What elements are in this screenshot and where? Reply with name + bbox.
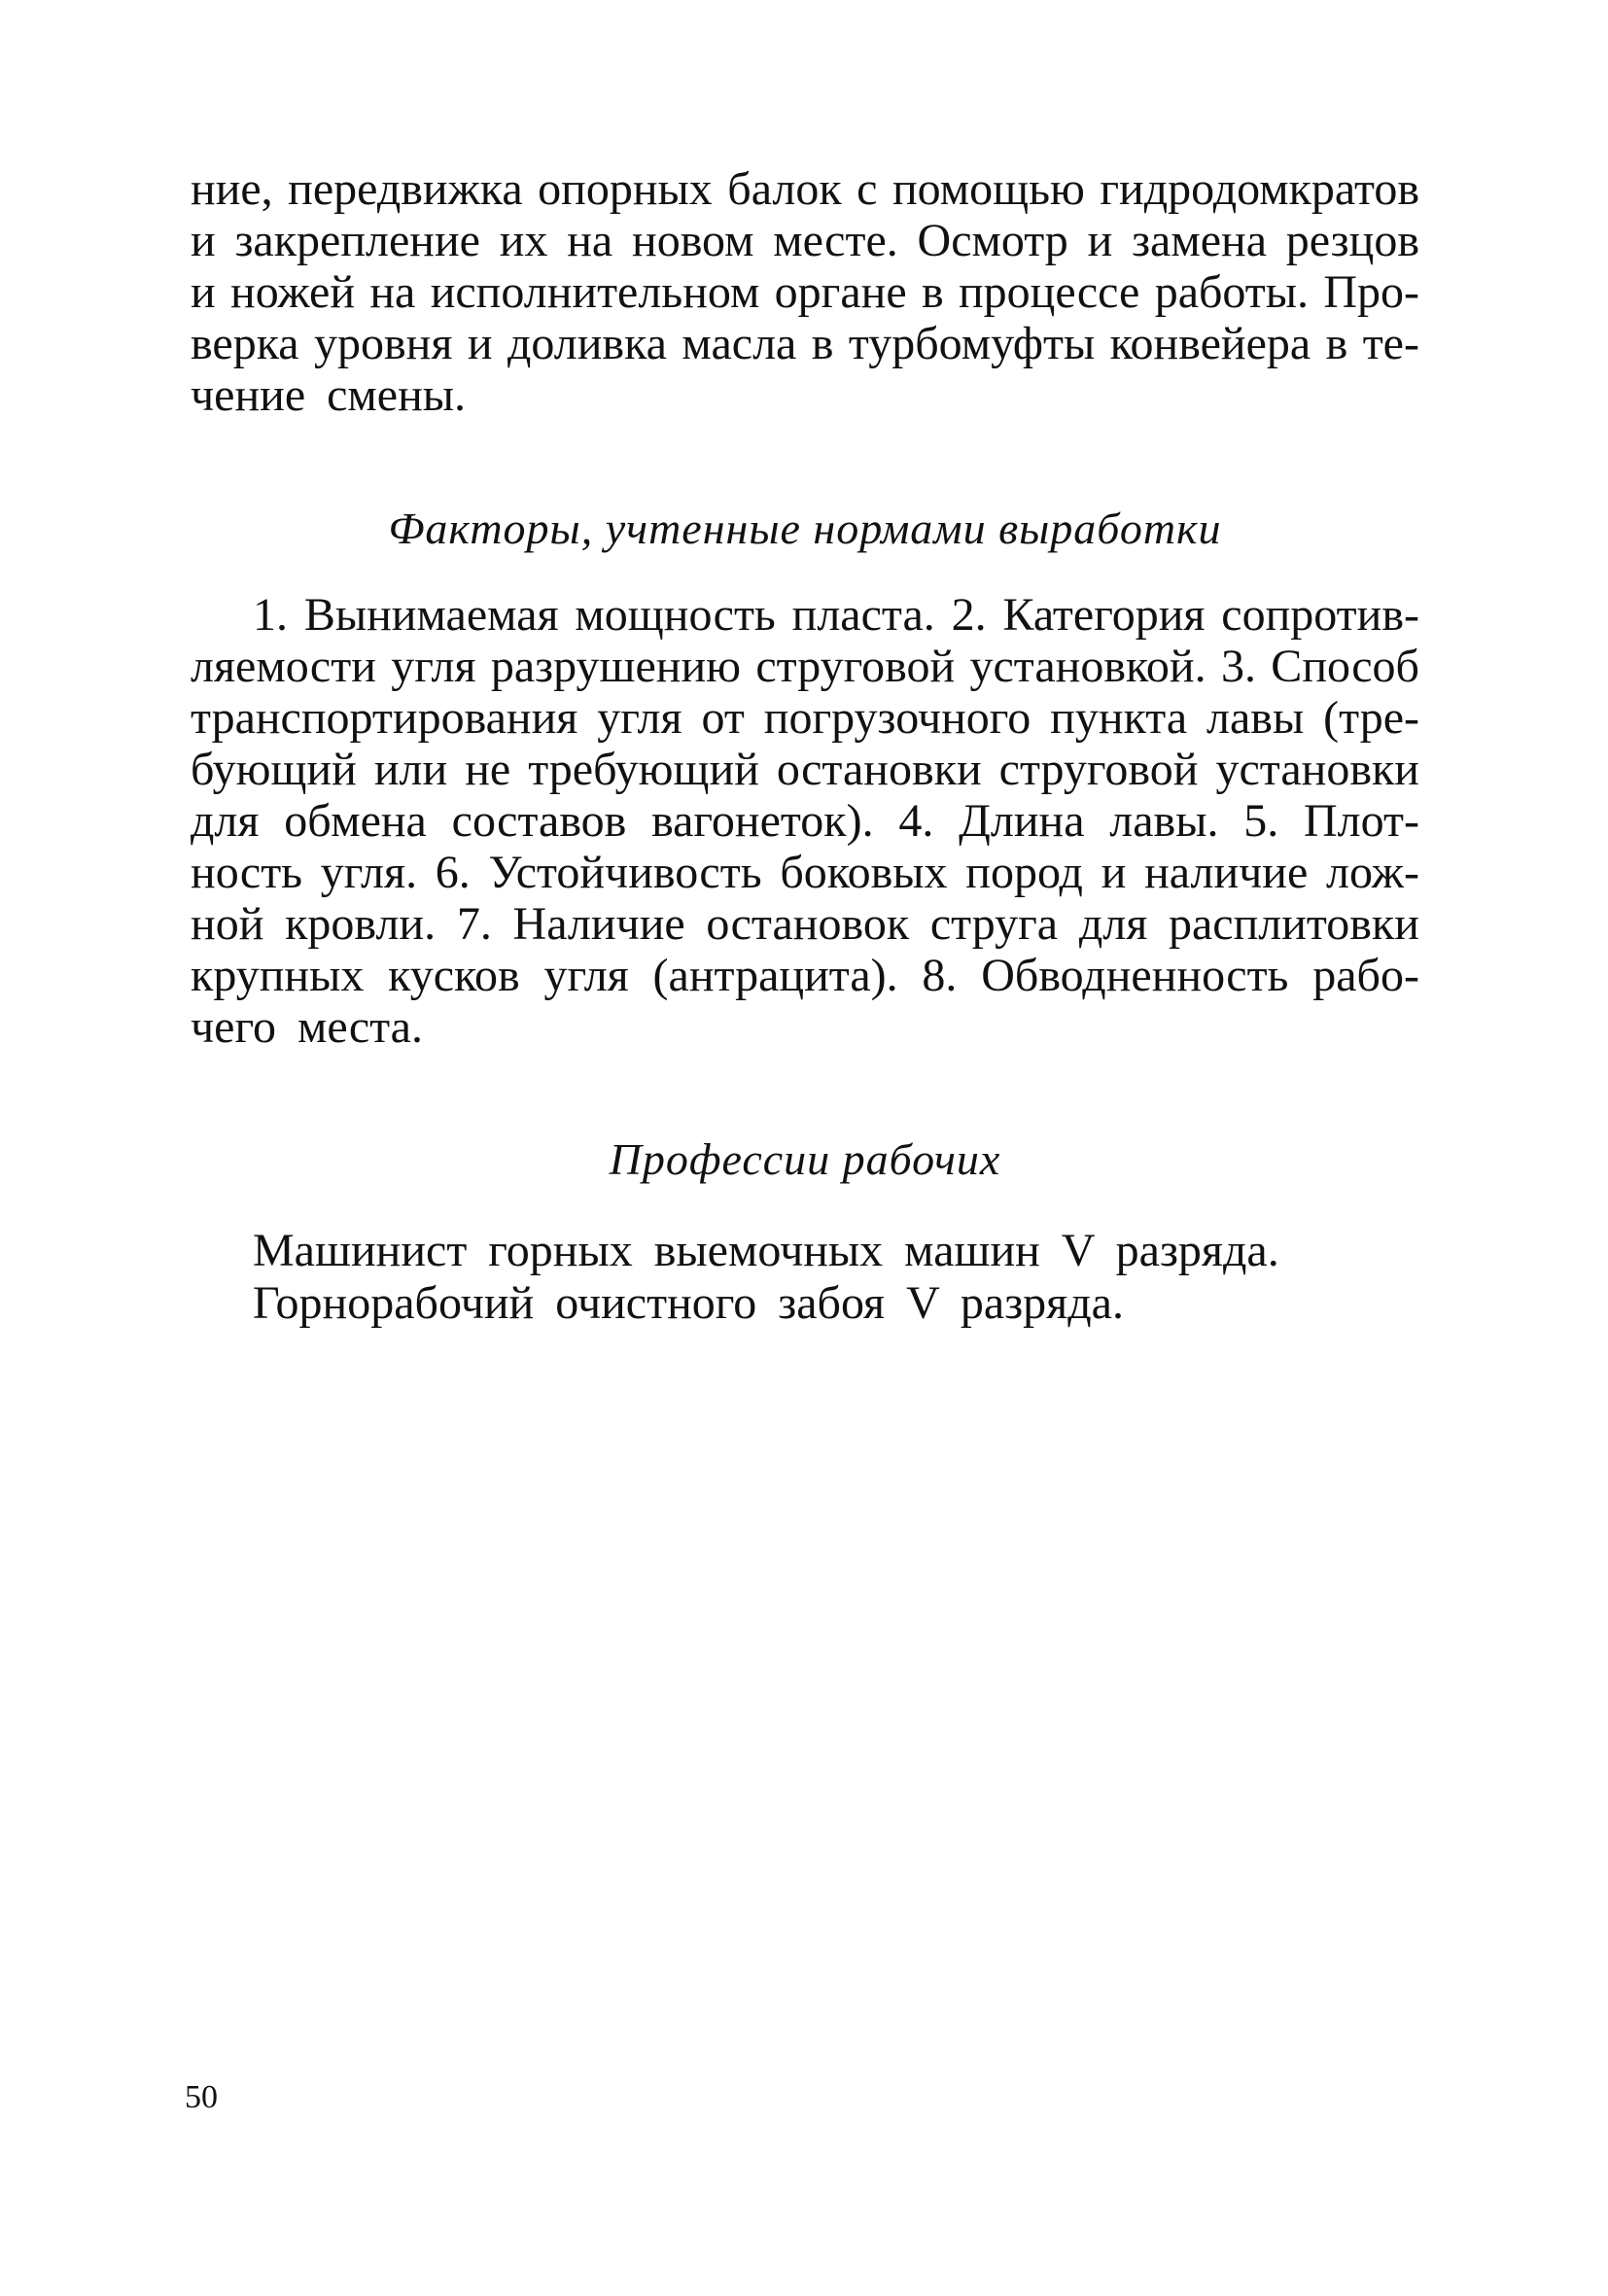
word: транспортирования bbox=[191, 692, 578, 744]
word: и bbox=[191, 266, 216, 318]
word: помощью bbox=[891, 163, 1085, 215]
word: струга bbox=[929, 898, 1059, 950]
text-line bbox=[191, 744, 1419, 795]
word: 6. bbox=[435, 847, 471, 898]
word: замена bbox=[1132, 215, 1267, 266]
word: 4. bbox=[898, 795, 934, 847]
word: установкой. bbox=[969, 641, 1206, 692]
word: для bbox=[1078, 898, 1148, 950]
word: для bbox=[191, 795, 260, 847]
word: пласта. bbox=[791, 589, 935, 641]
word: на bbox=[369, 266, 416, 318]
profession-item: Горнорабочий очистного забоя V разряда. bbox=[253, 1277, 1124, 1329]
word: (тре- bbox=[1323, 692, 1419, 744]
word: мощность bbox=[575, 589, 776, 641]
word: процессе bbox=[958, 266, 1140, 318]
word: и bbox=[1101, 847, 1127, 898]
word: бующий bbox=[191, 744, 357, 795]
word: работы. bbox=[1154, 266, 1310, 318]
word: ность bbox=[191, 847, 303, 898]
word: обмена bbox=[284, 795, 427, 847]
word: передвижка bbox=[288, 163, 523, 215]
word: их bbox=[499, 215, 548, 266]
word: составов bbox=[451, 795, 627, 847]
word: угля bbox=[391, 641, 476, 692]
word: или bbox=[373, 744, 448, 795]
word: на bbox=[567, 215, 613, 266]
word: и bbox=[1087, 215, 1113, 266]
word: пункта bbox=[1050, 692, 1188, 744]
word: органе bbox=[774, 266, 907, 318]
word: ной bbox=[191, 898, 264, 950]
word: кусков bbox=[388, 950, 520, 1001]
text-line bbox=[191, 641, 1419, 692]
word: кровли. bbox=[285, 898, 437, 950]
word: сопротив- bbox=[1221, 589, 1419, 641]
word: 2. bbox=[951, 589, 987, 641]
word: и bbox=[467, 318, 493, 369]
word: опорных bbox=[538, 163, 713, 215]
word: ножей bbox=[230, 266, 356, 318]
word: угля bbox=[597, 692, 682, 744]
professions-heading: Профессии рабочих bbox=[609, 1134, 1001, 1184]
word: крупных bbox=[191, 950, 365, 1001]
word: те- bbox=[1362, 318, 1419, 369]
word: Устойчивость bbox=[488, 847, 762, 898]
text-line bbox=[191, 318, 1419, 369]
word: 8. bbox=[922, 950, 958, 1001]
text-line bbox=[191, 795, 1419, 847]
word: лавы. bbox=[1109, 795, 1219, 847]
word: требующий bbox=[528, 744, 759, 795]
word: резцов bbox=[1285, 215, 1419, 266]
word: 1. bbox=[253, 589, 288, 641]
word: от bbox=[701, 692, 745, 744]
text-line bbox=[191, 950, 1419, 1001]
word: Наличие bbox=[512, 898, 685, 950]
word: Категория bbox=[1002, 589, 1206, 641]
word: уровня bbox=[314, 318, 453, 369]
word: Длина bbox=[959, 795, 1085, 847]
word: верка bbox=[191, 318, 299, 369]
word: Про- bbox=[1323, 266, 1419, 318]
word: (антрацита). bbox=[652, 950, 898, 1001]
text-line bbox=[191, 847, 1419, 898]
word: в bbox=[811, 318, 834, 369]
word: гидродомкратов bbox=[1100, 163, 1419, 215]
word: лож- bbox=[1326, 847, 1419, 898]
word: рабо- bbox=[1312, 950, 1419, 1001]
word: лавы bbox=[1206, 692, 1305, 744]
word: 5. bbox=[1243, 795, 1279, 847]
word: ляемости bbox=[191, 641, 376, 692]
intro-paragraph bbox=[191, 163, 1419, 421]
text-line bbox=[191, 215, 1419, 266]
word: Способ bbox=[1271, 641, 1419, 692]
word: установки bbox=[1215, 744, 1419, 795]
word: с bbox=[856, 163, 878, 215]
word: остановки bbox=[776, 744, 982, 795]
word: конвейера bbox=[1109, 318, 1311, 369]
word: Плот- bbox=[1304, 795, 1419, 847]
text-line bbox=[191, 898, 1419, 950]
word: доливка bbox=[507, 318, 667, 369]
word: новом bbox=[632, 215, 754, 266]
word: ние, bbox=[191, 163, 273, 215]
text-line: чего места. bbox=[191, 1001, 423, 1053]
word: наличие bbox=[1144, 847, 1309, 898]
word: остановок bbox=[706, 898, 910, 950]
profession-item: Машинист горных выемочных машин V разряда. bbox=[253, 1225, 1279, 1276]
word: струговой bbox=[998, 744, 1199, 795]
word: закрепление bbox=[234, 215, 480, 266]
word: пород bbox=[965, 847, 1083, 898]
text-line bbox=[191, 589, 1419, 641]
word: угля. bbox=[320, 847, 418, 898]
word: разрушению bbox=[490, 641, 742, 692]
word: 7. bbox=[456, 898, 492, 950]
word: в bbox=[1325, 318, 1348, 369]
text-line: чение смены. bbox=[191, 369, 467, 421]
word: в bbox=[921, 266, 944, 318]
page-number: 50 bbox=[185, 2079, 218, 2115]
word: Осмотр bbox=[917, 215, 1068, 266]
word: расплитовки bbox=[1168, 898, 1419, 950]
word: Вынимаемая bbox=[303, 589, 559, 641]
factors-paragraph bbox=[191, 589, 1419, 1053]
factors-heading: Факторы, учтенные нормами выработки bbox=[388, 504, 1222, 553]
word: угля bbox=[543, 950, 629, 1001]
word: 3. bbox=[1220, 641, 1256, 692]
word: боковых bbox=[780, 847, 948, 898]
text-line bbox=[191, 266, 1419, 318]
word: масла bbox=[682, 318, 797, 369]
text-line bbox=[191, 692, 1419, 744]
word: балок bbox=[727, 163, 842, 215]
word: струговой bbox=[755, 641, 956, 692]
word: погрузочного bbox=[763, 692, 1031, 744]
word: турбомуфты bbox=[848, 318, 1096, 369]
text-line bbox=[191, 163, 1419, 215]
word: не bbox=[465, 744, 511, 795]
word: и bbox=[191, 215, 216, 266]
word: вагонеток). bbox=[651, 795, 874, 847]
word: месте. bbox=[773, 215, 898, 266]
word: Обводненность bbox=[981, 950, 1289, 1001]
word: исполнительном bbox=[430, 266, 760, 318]
